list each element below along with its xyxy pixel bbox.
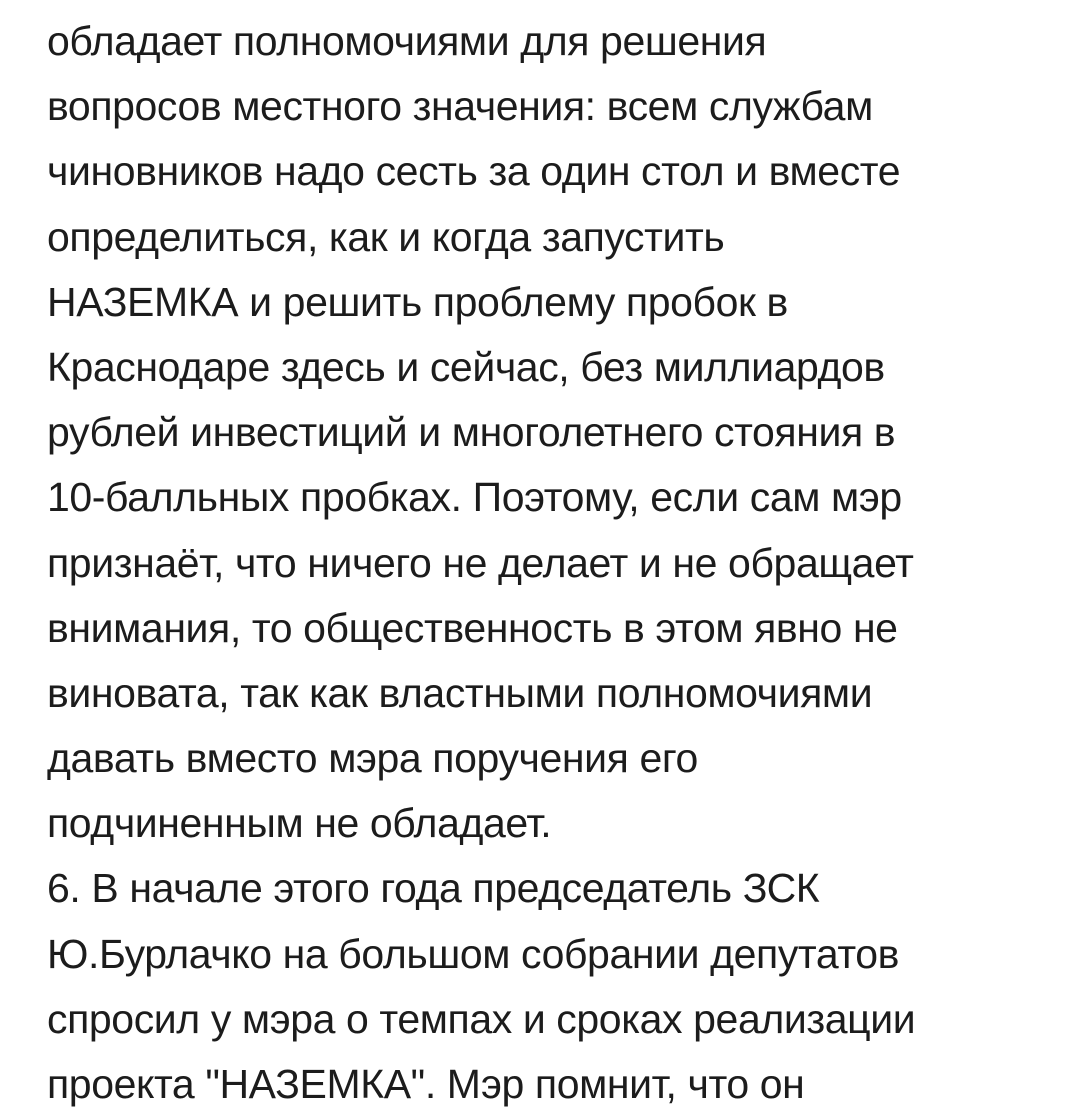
text-line: вопросов местного значения: всем службам (47, 83, 873, 130)
text-line: 10-балльных пробках. Поэтому, если сам мэр (47, 474, 902, 521)
text-line: НАЗЕМКА и решить проблему пробок в (47, 278, 788, 325)
text-line: давать вместо мэра поручения его (47, 735, 698, 782)
text-line: спросил у мэра о темпах и сроках реализации (47, 995, 916, 1042)
text-line: внимания, то общественность в этом явно не (47, 604, 898, 651)
text-line: Ю.Бурлачко на большом собрании депутатов (47, 930, 900, 977)
text-line: обладает полномочиями для решения (47, 18, 767, 64)
text-line: 6. В начале этого года председатель ЗСК (47, 865, 820, 912)
text-line: виновата, так как властными полномочиями (47, 669, 873, 716)
text-line: проекта "НАЗЕМКА". Мэр помнит, что он (47, 1061, 805, 1107)
document-text (47, 9, 1057, 1117)
text-line: признаёт, что ничего не делает и не обращает (47, 539, 914, 586)
text-line: чиновников надо сесть за один стол и вместе (47, 148, 901, 195)
text-line: подчиненным не обладает. (47, 800, 552, 847)
text-line: Краснодаре здесь и сейчас, без миллиардов (47, 343, 885, 390)
text-line: определиться, как и когда запустить (47, 213, 725, 260)
text-line: рублей инвестиций и многолетнего стояния в (47, 409, 896, 456)
